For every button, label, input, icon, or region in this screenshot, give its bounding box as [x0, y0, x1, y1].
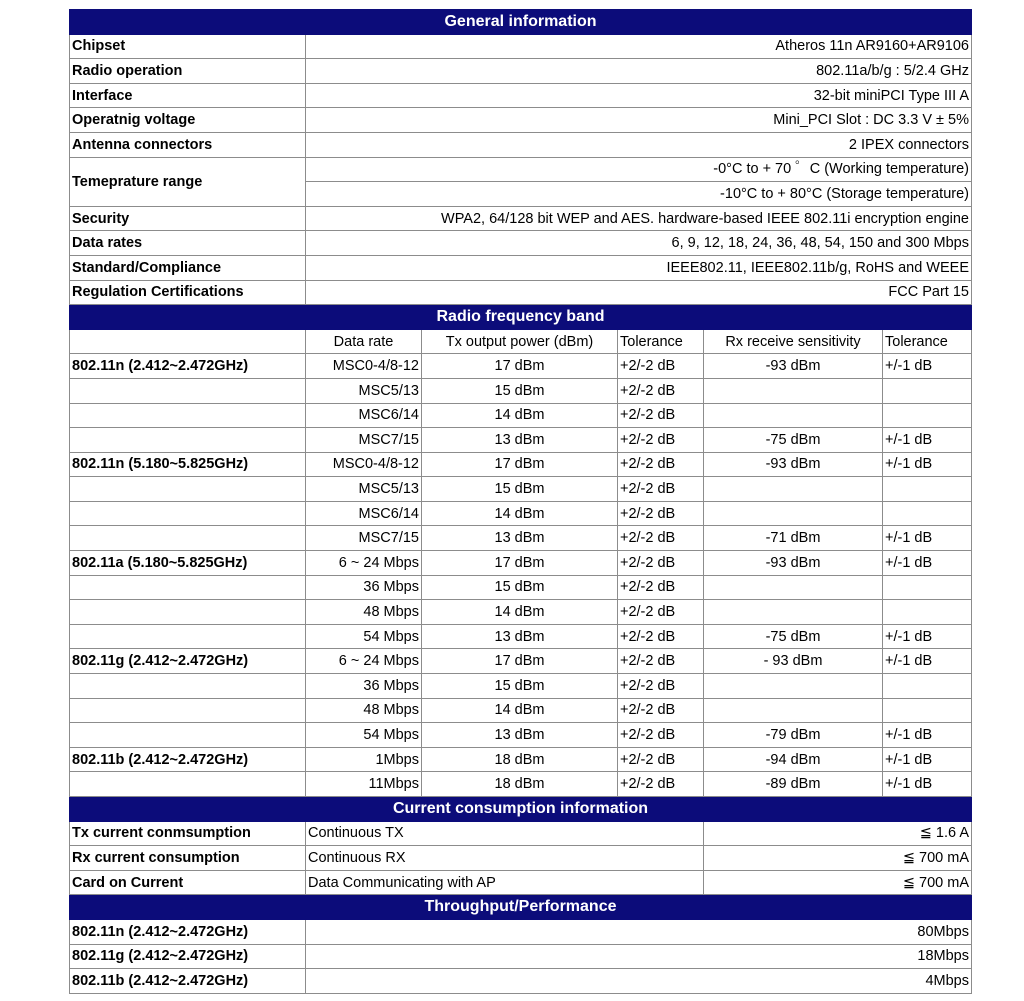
rf-band: 802.11n (2.412~2.472GHz)	[70, 354, 306, 379]
rf-data-rate: MSC0-4/8-12	[306, 452, 422, 477]
rf-data-rate: 48 Mbps	[306, 600, 422, 625]
rf-band	[70, 403, 306, 428]
current-value: ≦ 1.6 A	[704, 821, 972, 846]
spec-value: 2 IPEX connectors	[306, 132, 972, 157]
rf-header-rx-sensitivity: Rx receive sensitivity	[704, 329, 883, 354]
rf-row	[70, 477, 972, 502]
throughput-label: 802.11g (2.412~2.472GHz)	[70, 944, 306, 969]
rf-rx-sensitivity: -93 dBm	[704, 551, 883, 576]
rf-band	[70, 600, 306, 625]
current-mode: Continuous RX	[306, 846, 704, 871]
rf-row	[70, 551, 972, 576]
spec-label: Antenna connectors	[70, 132, 306, 157]
rf-row	[70, 624, 972, 649]
rf-rx-sensitivity: -75 dBm	[704, 428, 883, 453]
throughput-label: 802.11n (2.412~2.472GHz)	[70, 919, 306, 944]
rf-band	[70, 772, 306, 797]
rf-tx-power: 17 dBm	[422, 551, 618, 576]
rf-rx-sensitivity: -71 dBm	[704, 526, 883, 551]
rf-tx-power: 17 dBm	[422, 354, 618, 379]
rf-rx-sensitivity	[704, 403, 883, 428]
current-mode: Data Communicating with AP	[306, 870, 704, 895]
rf-row	[70, 674, 972, 699]
rf-rx-tolerance: +/-1 dB	[883, 772, 972, 797]
rf-data-rate: MSC7/15	[306, 526, 422, 551]
rf-tx-power: 14 dBm	[422, 698, 618, 723]
current-label: Tx current conmsumption	[70, 821, 306, 846]
rf-band	[70, 575, 306, 600]
spec-row	[70, 34, 972, 59]
rf-tx-power: 13 dBm	[422, 624, 618, 649]
rf-rx-sensitivity: -75 dBm	[704, 624, 883, 649]
rf-tx-power: 18 dBm	[422, 772, 618, 797]
rf-band: 802.11n (5.180~5.825GHz)	[70, 452, 306, 477]
rf-rx-tolerance	[883, 501, 972, 526]
rf-row	[70, 452, 972, 477]
current-label: Rx current consumption	[70, 846, 306, 871]
temperature-storage: -10°C to + 80°C (Storage temperature)	[306, 182, 972, 207]
rf-tx-power: 14 dBm	[422, 403, 618, 428]
rf-rx-sensitivity: -79 dBm	[704, 723, 883, 748]
section-header-rf	[70, 305, 972, 330]
rf-tx-power: 18 dBm	[422, 747, 618, 772]
section-header-throughput	[70, 895, 972, 920]
rf-tolerance: +2/-2 dB	[618, 600, 704, 625]
rf-rx-tolerance	[883, 698, 972, 723]
throughput-label: 802.11b (2.412~2.472GHz)	[70, 969, 306, 994]
rf-tx-power: 15 dBm	[422, 477, 618, 502]
rf-tolerance: +2/-2 dB	[618, 575, 704, 600]
rf-rx-tolerance	[883, 403, 972, 428]
rf-tolerance: +2/-2 dB	[618, 624, 704, 649]
rf-row	[70, 403, 972, 428]
throughput-value: 4Mbps	[306, 969, 972, 994]
rf-row	[70, 698, 972, 723]
rf-data-rate: 36 Mbps	[306, 575, 422, 600]
rf-header-rx-tolerance: Tolerance	[883, 329, 972, 354]
spec-value: Atheros 11n AR9160+AR9106	[306, 34, 972, 59]
section-title: General information	[70, 10, 972, 35]
rf-rx-sensitivity: -94 dBm	[704, 747, 883, 772]
rf-data-rate: MSC5/13	[306, 378, 422, 403]
spec-value: Mini_PCI Slot : DC 3.3 V ± 5%	[306, 108, 972, 133]
rf-rx-tolerance: +/-1 dB	[883, 428, 972, 453]
rf-rx-tolerance: +/-1 dB	[883, 747, 972, 772]
throughput-value: 18Mbps	[306, 944, 972, 969]
temperature-working: -0°C to + 70 ゜C (Working temperature)	[306, 157, 972, 182]
rf-band	[70, 477, 306, 502]
rf-row	[70, 428, 972, 453]
spec-value: IEEE802.11, IEEE802.11b/g, RoHS and WEEE	[306, 255, 972, 280]
rf-header-data-rate: Data rate	[306, 329, 422, 354]
rf-tolerance: +2/-2 dB	[618, 477, 704, 502]
rf-row	[70, 526, 972, 551]
rf-rx-sensitivity: -93 dBm	[704, 354, 883, 379]
rf-tolerance: +2/-2 dB	[618, 501, 704, 526]
rf-band	[70, 723, 306, 748]
rf-rx-sensitivity	[704, 378, 883, 403]
rf-tx-power: 15 dBm	[422, 674, 618, 699]
rf-data-rate: 6 ~ 24 Mbps	[306, 551, 422, 576]
rf-tx-power: 14 dBm	[422, 501, 618, 526]
rf-rx-tolerance	[883, 378, 972, 403]
section-title: Current consumption information	[70, 797, 972, 822]
throughput-row	[70, 919, 972, 944]
current-label: Card on Current	[70, 870, 306, 895]
spec-value: 6, 9, 12, 18, 24, 36, 48, 54, 150 and 300 Mbps	[306, 231, 972, 256]
spec-row	[70, 255, 972, 280]
current-mode: Continuous TX	[306, 821, 704, 846]
rf-rx-sensitivity	[704, 501, 883, 526]
rf-tolerance: +2/-2 dB	[618, 428, 704, 453]
rf-tolerance: +2/-2 dB	[618, 674, 704, 699]
spec-value: WPA2, 64/128 bit WEP and AES. hardware-based IEEE 802.11i encryption engine	[306, 206, 972, 231]
spec-row	[70, 280, 972, 305]
rf-header-tolerance: Tolerance	[618, 329, 704, 354]
rf-tx-power: 15 dBm	[422, 575, 618, 600]
rf-row	[70, 501, 972, 526]
current-row	[70, 846, 972, 871]
spec-row	[70, 83, 972, 108]
rf-tolerance: +2/-2 dB	[618, 452, 704, 477]
rf-band	[70, 526, 306, 551]
spec-value: 32-bit miniPCI Type III A	[306, 83, 972, 108]
rf-rx-sensitivity: - 93 dBm	[704, 649, 883, 674]
rf-rx-tolerance: +/-1 dB	[883, 624, 972, 649]
rf-band: 802.11b (2.412~2.472GHz)	[70, 747, 306, 772]
rf-tx-power: 13 dBm	[422, 428, 618, 453]
rf-tx-power: 14 dBm	[422, 600, 618, 625]
rf-band	[70, 624, 306, 649]
rf-band: 802.11a (5.180~5.825GHz)	[70, 551, 306, 576]
spec-label: Radio operation	[70, 59, 306, 84]
spec-row	[70, 231, 972, 256]
spec-label: Temeprature range	[70, 157, 306, 206]
rf-band	[70, 674, 306, 699]
rf-row	[70, 747, 972, 772]
rf-rx-tolerance: +/-1 dB	[883, 723, 972, 748]
spec-label: Data rates	[70, 231, 306, 256]
rf-row	[70, 575, 972, 600]
rf-tolerance: +2/-2 dB	[618, 526, 704, 551]
rf-tolerance: +2/-2 dB	[618, 772, 704, 797]
spec-label: Standard/Compliance	[70, 255, 306, 280]
throughput-row	[70, 969, 972, 994]
section-header-current	[70, 797, 972, 822]
rf-data-rate: MSC5/13	[306, 477, 422, 502]
spec-row	[70, 108, 972, 133]
rf-rx-tolerance: +/-1 dB	[883, 452, 972, 477]
rf-tolerance: +2/-2 dB	[618, 649, 704, 674]
rf-band	[70, 378, 306, 403]
current-value: ≦ 700 mA	[704, 870, 972, 895]
rf-tolerance: +2/-2 dB	[618, 698, 704, 723]
spec-row	[70, 59, 972, 84]
rf-tolerance: +2/-2 dB	[618, 551, 704, 576]
rf-rx-tolerance: +/-1 dB	[883, 526, 972, 551]
rf-row	[70, 649, 972, 674]
rf-tolerance: +2/-2 dB	[618, 747, 704, 772]
rf-data-rate: 1Mbps	[306, 747, 422, 772]
rf-band	[70, 698, 306, 723]
rf-rx-tolerance	[883, 477, 972, 502]
rf-data-rate: 54 Mbps	[306, 624, 422, 649]
rf-tx-power: 13 dBm	[422, 723, 618, 748]
rf-row	[70, 378, 972, 403]
throughput-value: 80Mbps	[306, 919, 972, 944]
spec-label: Interface	[70, 83, 306, 108]
spec-label: Operatnig voltage	[70, 108, 306, 133]
rf-rx-tolerance	[883, 674, 972, 699]
spec-value: FCC Part 15	[306, 280, 972, 305]
spec-value: 802.11a/b/g : 5/2.4 GHz	[306, 59, 972, 84]
rf-header-tx-power: Tx output power (dBm)	[422, 329, 618, 354]
current-row	[70, 821, 972, 846]
rf-rx-sensitivity	[704, 698, 883, 723]
rf-tolerance: +2/-2 dB	[618, 403, 704, 428]
current-value: ≦ 700 mA	[704, 846, 972, 871]
spec-label: Security	[70, 206, 306, 231]
section-header-general	[70, 10, 972, 35]
rf-tx-power: 17 dBm	[422, 452, 618, 477]
rf-rx-sensitivity	[704, 674, 883, 699]
rf-rx-tolerance: +/-1 dB	[883, 551, 972, 576]
rf-rx-sensitivity	[704, 575, 883, 600]
rf-data-rate: MSC0-4/8-12	[306, 354, 422, 379]
rf-rx-tolerance: +/-1 dB	[883, 354, 972, 379]
rf-row	[70, 600, 972, 625]
rf-tolerance: +2/-2 dB	[618, 354, 704, 379]
spec-label: Chipset	[70, 34, 306, 59]
spec-table	[69, 9, 972, 994]
spec-row-temperature	[70, 157, 972, 182]
rf-rx-tolerance: +/-1 dB	[883, 649, 972, 674]
rf-tx-power: 15 dBm	[422, 378, 618, 403]
rf-data-rate: 48 Mbps	[306, 698, 422, 723]
rf-rx-sensitivity	[704, 477, 883, 502]
rf-band	[70, 501, 306, 526]
current-row	[70, 870, 972, 895]
rf-rx-sensitivity: -89 dBm	[704, 772, 883, 797]
spec-row	[70, 132, 972, 157]
rf-tx-power: 13 dBm	[422, 526, 618, 551]
rf-rx-sensitivity: -93 dBm	[704, 452, 883, 477]
rf-data-rate: 6 ~ 24 Mbps	[306, 649, 422, 674]
rf-band: 802.11g (2.412~2.472GHz)	[70, 649, 306, 674]
section-title: Throughput/Performance	[70, 895, 972, 920]
spec-label: Regulation Certifications	[70, 280, 306, 305]
spec-row	[70, 206, 972, 231]
rf-rx-sensitivity	[704, 600, 883, 625]
rf-tolerance: +2/-2 dB	[618, 378, 704, 403]
rf-rx-tolerance	[883, 575, 972, 600]
rf-data-rate: MSC6/14	[306, 403, 422, 428]
rf-row	[70, 772, 972, 797]
rf-rx-tolerance	[883, 600, 972, 625]
rf-data-rate: MSC7/15	[306, 428, 422, 453]
rf-data-rate: 11Mbps	[306, 772, 422, 797]
rf-row	[70, 354, 972, 379]
rf-header-row	[70, 329, 972, 354]
rf-tolerance: +2/-2 dB	[618, 723, 704, 748]
rf-tx-power: 17 dBm	[422, 649, 618, 674]
rf-header-blank	[70, 329, 306, 354]
rf-row	[70, 723, 972, 748]
rf-data-rate: MSC6/14	[306, 501, 422, 526]
section-title: Radio frequency band	[70, 305, 972, 330]
rf-data-rate: 36 Mbps	[306, 674, 422, 699]
throughput-row	[70, 944, 972, 969]
rf-band	[70, 428, 306, 453]
rf-data-rate: 54 Mbps	[306, 723, 422, 748]
